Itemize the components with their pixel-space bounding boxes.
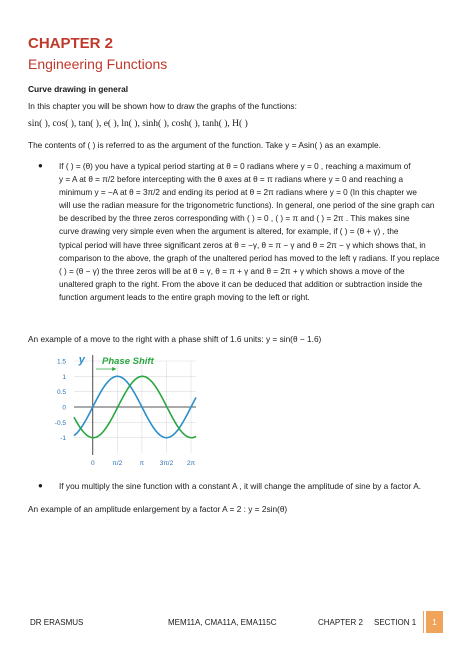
x-tick-label: π/2: [112, 460, 123, 467]
y-tick-label: 1.5: [56, 358, 66, 366]
shift-arrowhead: [112, 367, 116, 371]
bullet-line: function argument leads to the entire graph moving to the left or right.: [59, 292, 310, 302]
x-tick-label: 3π/2: [159, 460, 174, 467]
bullet-line: y = A at θ = π/2 before intercepting with the θ axes at θ = π radians where y = 0 and reaching a: [59, 175, 404, 185]
page-number: 1: [426, 611, 443, 633]
bullet-line: will use the radian measure for the trigonometric functions). In general, one period of the sine graph can: [59, 201, 435, 211]
amplitude-example: An example of an amplitude enlargement by a factor A = 2 : y = 2sin(θ): [28, 504, 288, 514]
y-axis-label: y: [78, 354, 85, 366]
footer-chapter: CHAPTER 2: [318, 618, 363, 627]
bullet-line: be described by the three zeros corresponding with ( ) = 0 , ( ) = π and ( ) = 2π . This makes sine: [59, 214, 410, 224]
chart-title: Phase Shift: [102, 356, 154, 367]
y-tick-label: 0.5: [56, 389, 66, 397]
x-tick-label: π: [139, 460, 145, 467]
footer-section: SECTION 1: [374, 618, 417, 627]
chart-grid: [74, 355, 196, 455]
bullet-marker: ●: [38, 481, 43, 490]
y-tick-label: -0.5: [54, 419, 66, 427]
bullet-line: unaltered graph to the right. From the above it can be deduced that addition or subtraction inside the: [59, 279, 423, 289]
bullet-line: typical period will have three significant zeros at θ = −γ, θ = π − γ and θ = 2π − γ which shows that, in: [59, 240, 426, 250]
bullet-line: comparison to the above, the graph of the unaltered period has moved to the left γ radians. If you replace: [59, 253, 440, 263]
y-tick-label: -1: [60, 435, 66, 443]
bullet-line: ( ) = (θ − γ) the three zeros will be at θ = γ, θ = π + γ and θ = 2π + γ which shows a move of the: [59, 266, 405, 276]
x-tick-label: 0: [90, 460, 95, 467]
x-tick-label: 2π: [186, 460, 196, 467]
bullet-marker: ●: [38, 161, 43, 170]
phase-shift-chart: [30, 347, 200, 472]
chart-label-group: [55, 354, 196, 467]
bullet-paragraph: [59, 160, 444, 304]
y-tick-label: 1: [62, 373, 66, 381]
phase-shift-example: An example of a move to the right with a phase shift of 1.6 units: y = sin(θ − 1.6): [28, 334, 322, 344]
footer-courses: MEM11A, CMA11A, EMA115C: [168, 618, 277, 627]
section-heading: Curve drawing in general: [28, 84, 129, 94]
function-list: sin( ), cos( ), tan( ), e( ), ln( ), sinh( ), cosh( ), tanh( ), H( ): [28, 119, 248, 129]
intro-text: In this chapter you will be shown how to draw the graphs of the functions:: [28, 101, 297, 111]
chapter-label: CHAPTER 2: [28, 35, 114, 52]
footer-divider: [423, 611, 424, 633]
amplitude-bullet: If you multiply the sine function with a constant A , it will change the amplitude of sine by a factor A.: [59, 481, 422, 491]
y-tick-label: 0: [62, 404, 66, 412]
bullet-line: curve drawing very simple even when the argument is altered, for example, if ( ) = (θ + γ) , the: [59, 227, 399, 237]
page-title: Engineering Functions: [28, 56, 168, 72]
footer-author: DR ERASMUS: [30, 618, 84, 627]
bullet-line: If ( ) = (θ) you have a typical period starting at θ = 0 radians where y = 0 , reaching a maximum of: [59, 162, 411, 171]
bullet-line: minimum y = −A at θ = 3π/2 and ending its period at θ = 2π radians where y = 0 (In this chapter we: [59, 188, 417, 198]
contents-text: The contents of ( ) is referred to as the argument of the function. Take y = Asin( ) as an example.: [28, 140, 381, 150]
